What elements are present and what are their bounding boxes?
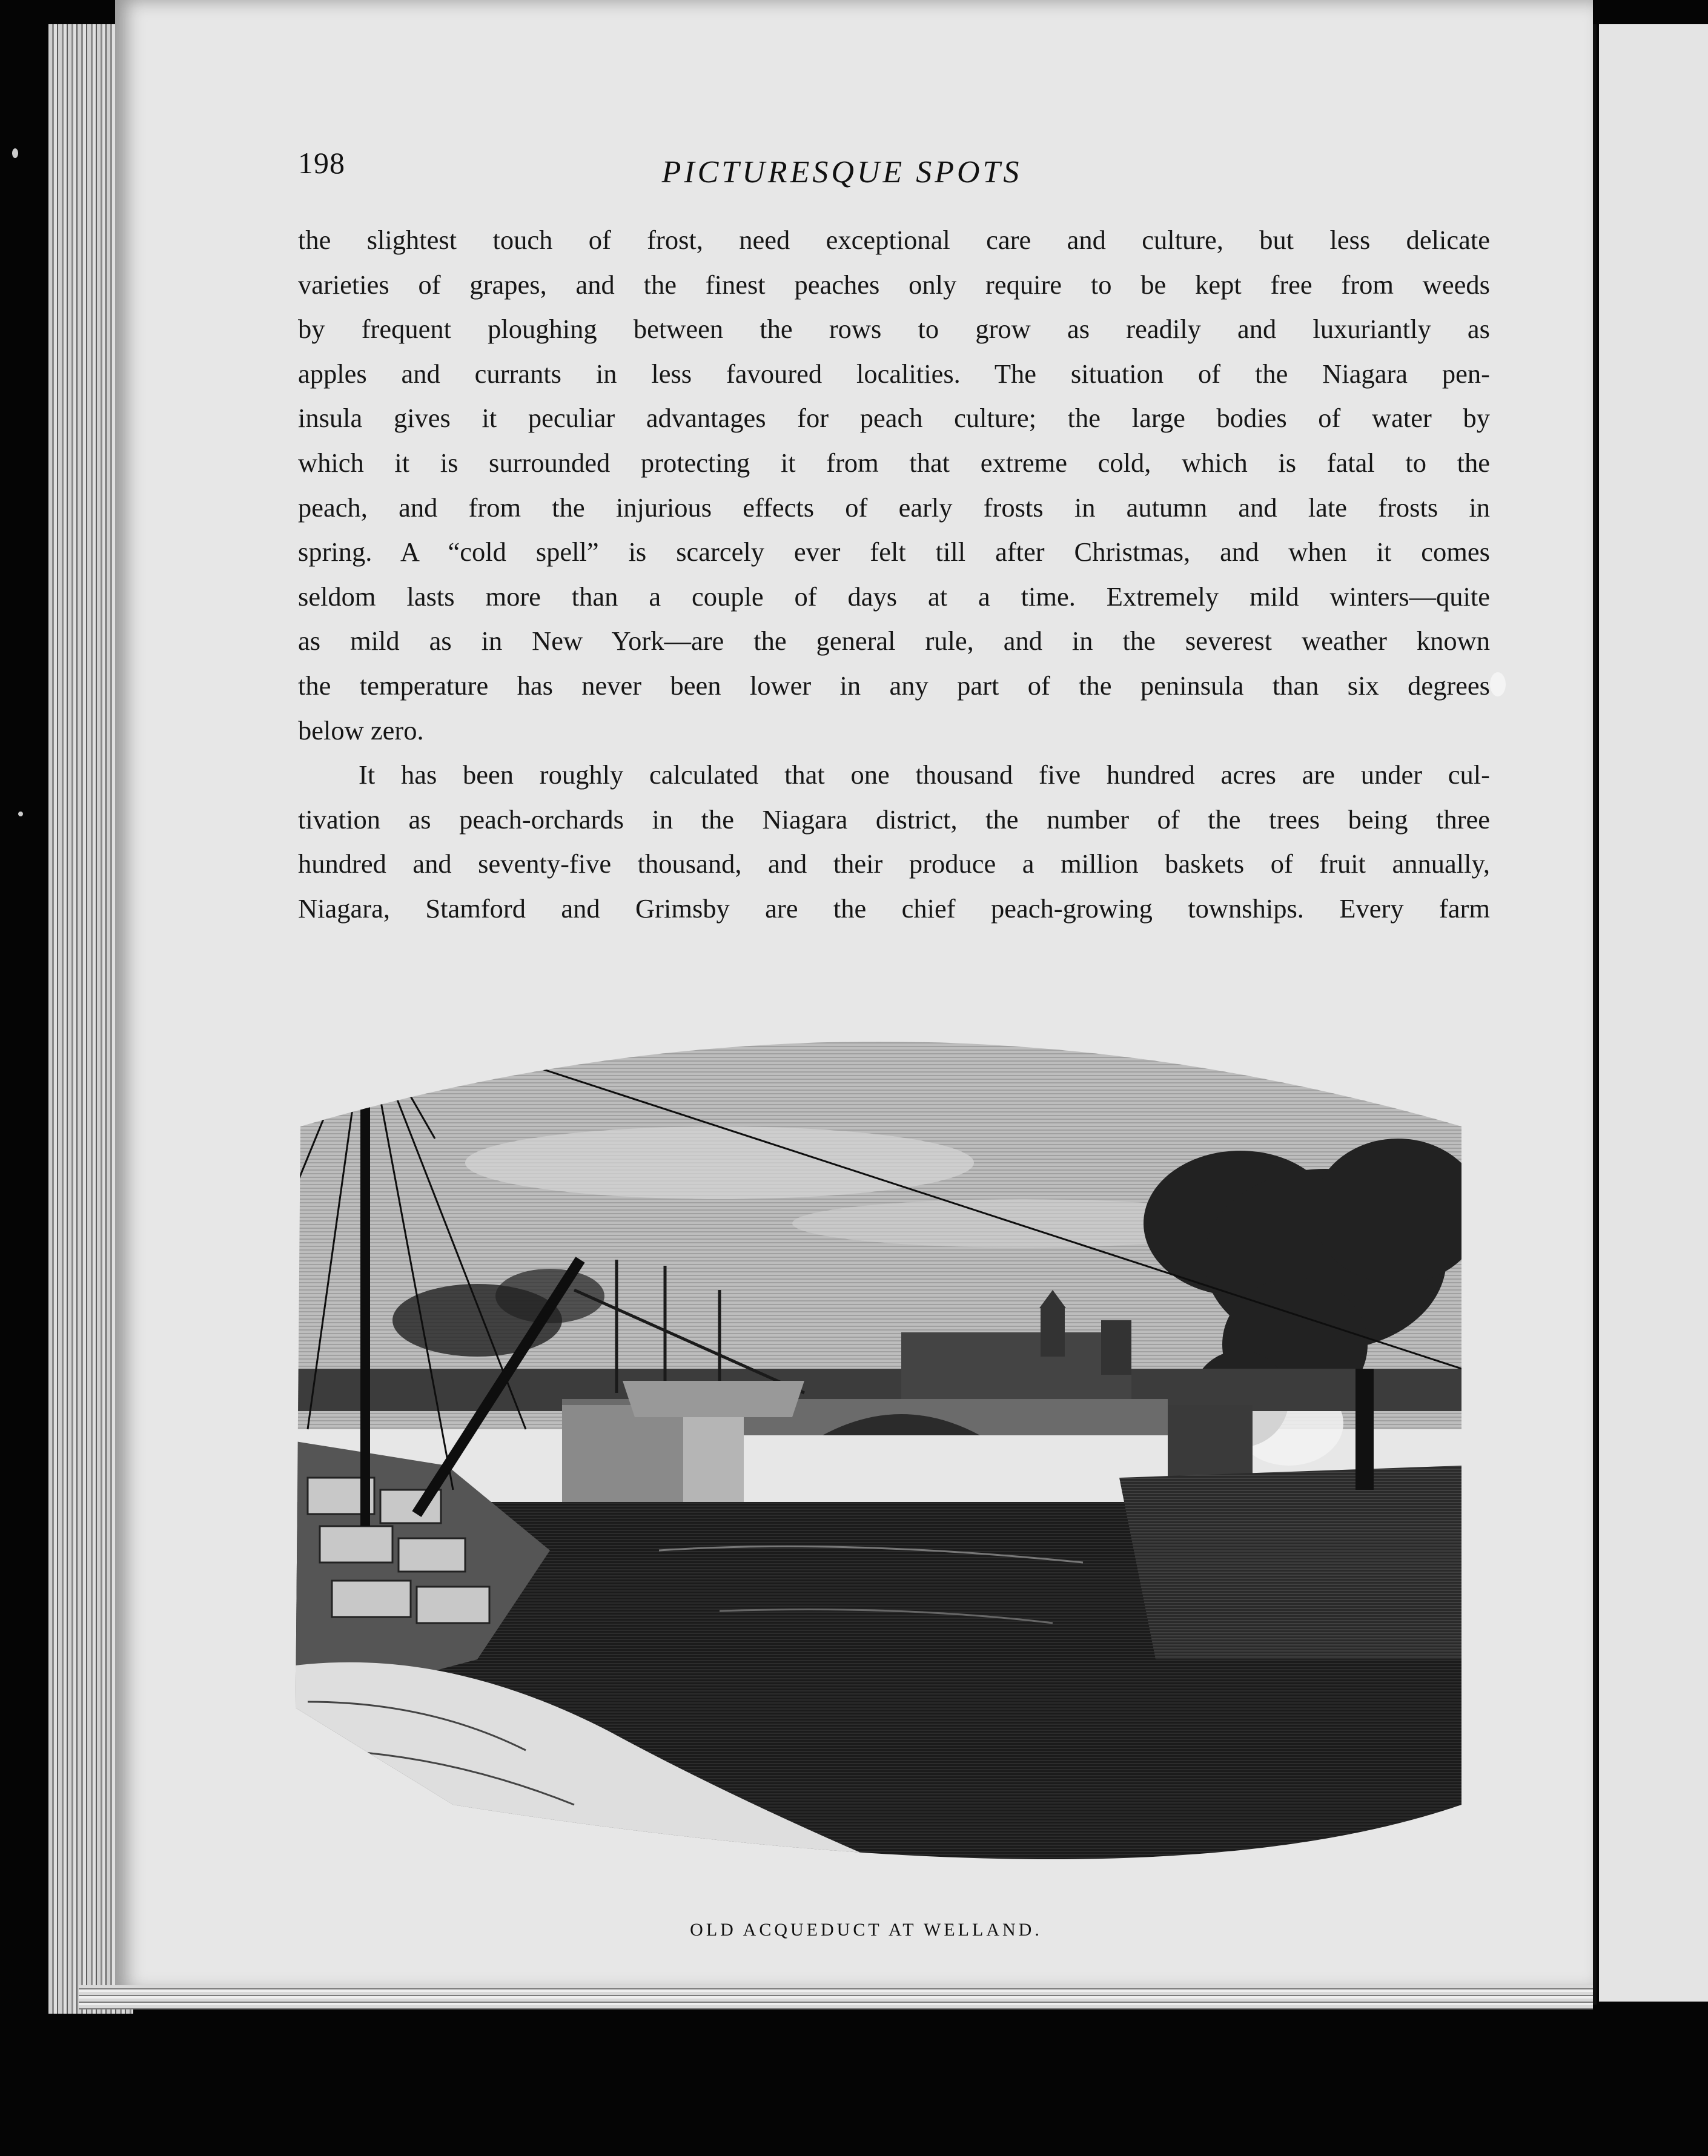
facing-page-edge [1599, 24, 1708, 2002]
page-stack-bottom-edge [79, 1985, 1593, 2009]
scan-speck [18, 812, 23, 816]
page-number: 198 [298, 146, 345, 180]
steam-vessel [1119, 1466, 1461, 1659]
text-line: below zero. [298, 715, 424, 746]
text-line: the temperature has never been lower in any part of the peninsula than six degrees [298, 670, 1490, 701]
running-head: PICTURESQUE SPOTS [661, 155, 1022, 190]
body-text [298, 218, 1490, 931]
text-line: seldom lasts more than a couple of days at a time. Extremely mild winters—quite [298, 581, 1490, 612]
text-line: by frequent ploughing between the rows to grow as readily and luxuriantly as [298, 314, 1490, 345]
engraving-illustration [296, 1005, 1461, 1896]
distant-building [901, 1332, 1131, 1399]
illustration-caption: OLD ACQUEDUCT AT WELLAND. [690, 1920, 1042, 1940]
page-gutter [1593, 24, 1597, 2005]
paragraph [298, 753, 1490, 931]
text-line: the slightest touch of frost, need exceptional care and culture, but less delicate [298, 225, 1490, 255]
ship-hull [623, 1381, 804, 1417]
text-line: It has been roughly calculated that one thousand five hundred acres are under cul- [359, 759, 1490, 790]
text-line: as mild as in New York—are the general rule, and in the severest weather known [298, 626, 1490, 656]
scan-speck [1490, 672, 1506, 696]
text-line: peach, and from the injurious effects of early frosts in autumn and late frosts in [298, 492, 1490, 523]
text-line: apples and currants in less favoured localities. The situation of the Niagara pen- [298, 358, 1490, 389]
text-line: which it is surrounded protecting it from that extreme cold, which is fatal to the [298, 447, 1490, 478]
text-line: Niagara, Stamford and Grimsby are the chief peach-growing townships. Every farm [298, 893, 1490, 924]
text-line: spring. A “cold spell” is scarcely ever felt till after Christmas, and when it comes [298, 537, 1490, 567]
text-line: hundred and seventy-five thousand, and their produce a million baskets of fruit annually, [298, 848, 1490, 879]
text-line: insula gives it peculiar advantages for peach culture; the large bodies of water by [298, 403, 1490, 434]
text-line: varieties of grapes, and the finest peaches only require to be kept free from weeds [298, 269, 1490, 300]
paragraph [298, 218, 1490, 753]
text-line: tivation as peach-orchards in the Niagara district, the number of the trees being three [298, 804, 1490, 835]
scan-speck [12, 148, 18, 158]
